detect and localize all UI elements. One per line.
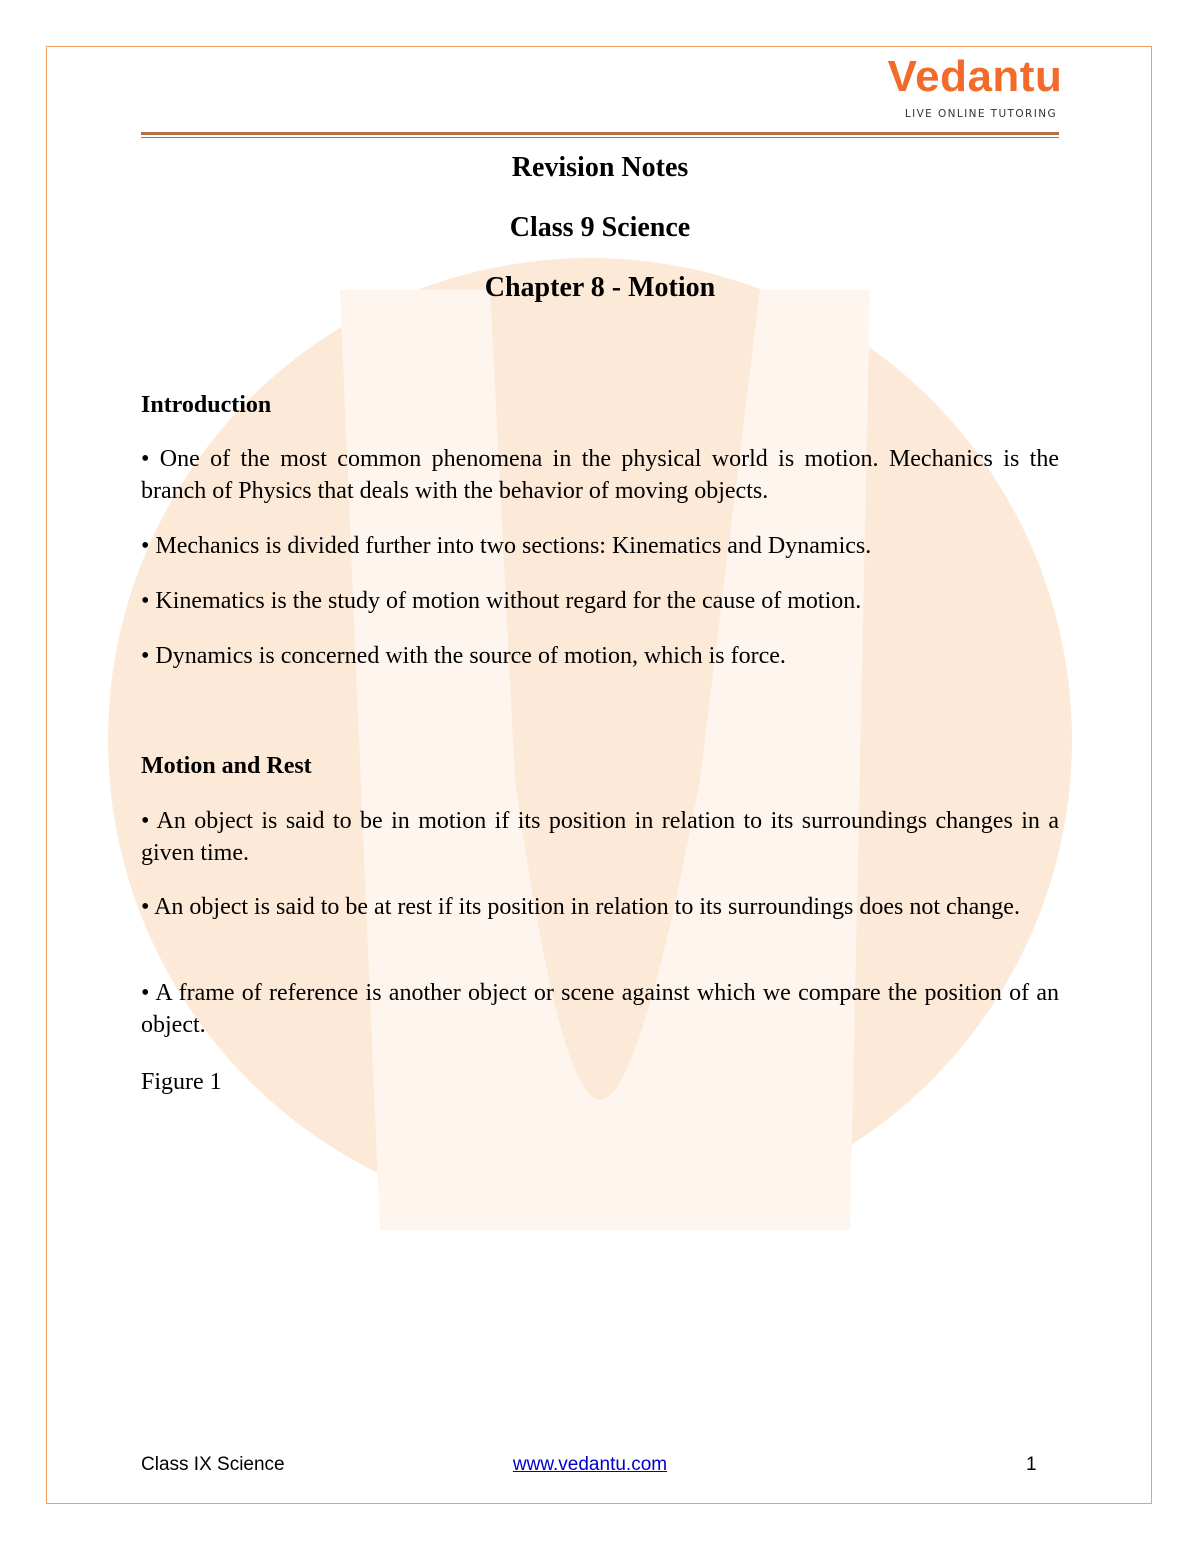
footer-page-number: 1 bbox=[1026, 1454, 1037, 1475]
document-title: Revision Notes bbox=[511, 152, 689, 183]
figure-label: Figure 1 bbox=[141, 1069, 222, 1095]
document-subtitle: Class 9 Science bbox=[509, 212, 691, 243]
logo-wordmark: Vedantu bbox=[887, 52, 1063, 101]
intro-paragraph-4: • Dynamics is concerned with the source of motion, which is force. bbox=[141, 643, 786, 669]
section-heading-introduction: Introduction bbox=[141, 392, 272, 418]
intro-paragraph-2: • Mechanics is divided further into two sections: Kinematics and Dynamics. bbox=[141, 533, 872, 559]
section-heading-motion-and-rest: Motion and Rest bbox=[141, 753, 312, 779]
intro-paragraph-3: • Kinematics is the study of motion without regard for the cause of motion. bbox=[141, 588, 862, 614]
footer-class-label: Class IX Science bbox=[141, 1454, 285, 1475]
vedantu-logo bbox=[885, 52, 1065, 128]
logo-tagline: LIVE ONLINE TUTORING bbox=[904, 108, 1057, 120]
header-rule bbox=[141, 132, 1059, 135]
motion-paragraph-1: • An object is said to be in motion if its position in relation to its surroundings changes in a given time. bbox=[141, 808, 1059, 866]
footer-website-link[interactable]: www.vedantu.com bbox=[512, 1454, 668, 1475]
chapter-title: Chapter 8 - Motion bbox=[484, 272, 716, 303]
motion-paragraph-2: • An object is said to be at rest if its position in relation to its surroundings does not change. bbox=[141, 894, 1020, 920]
header-rule-thin bbox=[141, 137, 1059, 138]
motion-paragraph-3: • A frame of reference is another object or scene against which we compare the position of an object. bbox=[141, 980, 1059, 1038]
intro-paragraph-1: • One of the most common phenomena in the physical world is motion. Mechanics is the branch of Physics that deals with the behavior of moving objects. bbox=[141, 446, 1059, 504]
